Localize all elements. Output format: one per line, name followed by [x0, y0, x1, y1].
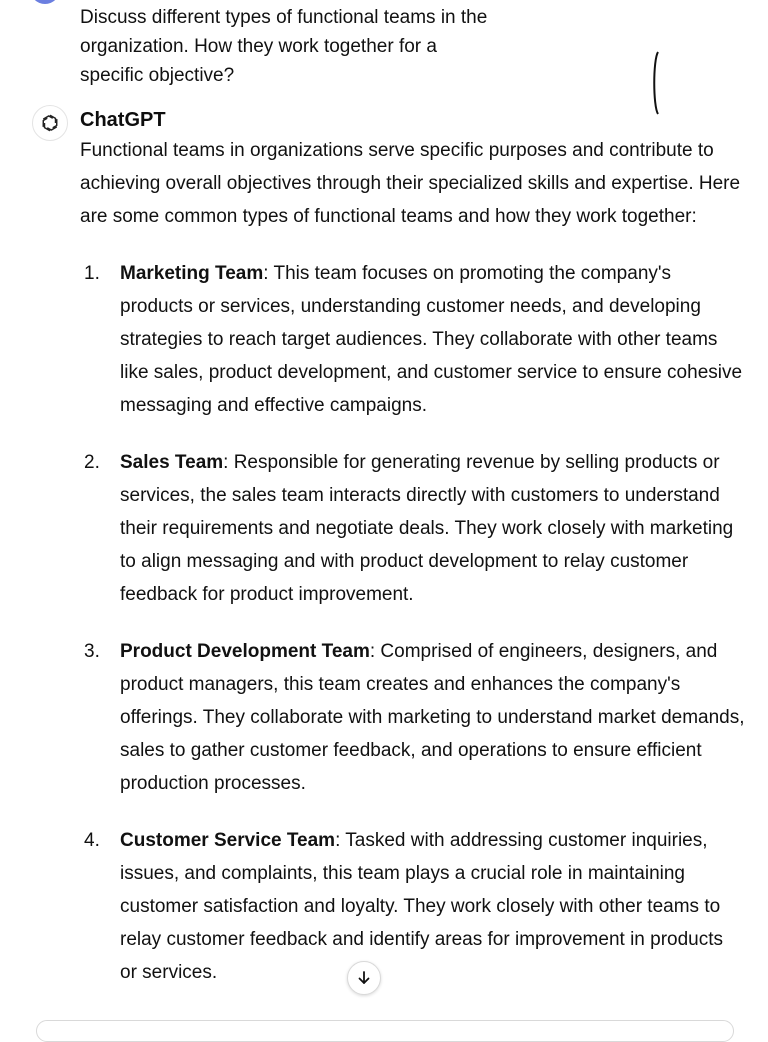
text-cursor-icon: [649, 50, 661, 116]
item-text: : This team focuses on promoting the company's products or services, understanding customer needs, and developing strategies to reach target audiences. They collaborate with other teams like sales, product development, and customer service to ensure cohesive messaging and effective campaigns.: [120, 263, 743, 416]
list-number: 4.: [84, 830, 100, 851]
list-item: [80, 257, 745, 422]
assistant-name: ChatGPT: [80, 109, 166, 131]
item-title: Sales Team: [120, 452, 224, 473]
team-list: [80, 257, 745, 989]
item-text: : Responsible for generating revenue by selling products or services, the sales team interacts directly with customers to understand their requirements and negotiate deals. They work closely with marketing to align messaging and with product development to relay customer feedback for product improvement.: [120, 452, 734, 605]
list-item: [80, 446, 745, 611]
item-text: : Comprised of engineers, designers, and product managers, this team creates and enhances the company's offerings. They collaborate with marketing to understand market demands, sales to gather customer feedback, and operations to ensure efficient production processes.: [120, 641, 745, 794]
list-number: 2.: [84, 452, 100, 473]
openai-logo-icon: [32, 105, 68, 141]
message-composer[interactable]: [36, 1020, 734, 1042]
item-title: Marketing Team: [120, 263, 264, 284]
item-title: Customer Service Team: [120, 830, 336, 851]
item-title: Product Development Team: [120, 641, 370, 662]
user-message: Discuss different types of functional teams in the organization. How they work together for a specific objective?: [80, 7, 488, 86]
user-avatar: [30, 0, 60, 4]
list-number: 1.: [84, 263, 100, 284]
item-text: : Tasked with addressing customer inquiries, issues, and complaints, this team plays a crucial role in maintaining customer satisfaction and loyalty. They work closely with other teams to relay customer feedback and identify areas for improvement in products or services.: [120, 830, 724, 983]
assistant-response: [80, 134, 745, 1013]
list-number: 3.: [84, 641, 100, 662]
response-intro: Functional teams in organizations serve specific purposes and contribute to achieving overall objectives through their specialized skills and expertise. Here are some common types of functional teams and how they work together:: [80, 140, 741, 227]
arrow-down-icon: [356, 970, 372, 986]
scroll-to-bottom-button[interactable]: [347, 961, 381, 995]
list-item: [80, 635, 745, 800]
list-item: [80, 824, 745, 989]
